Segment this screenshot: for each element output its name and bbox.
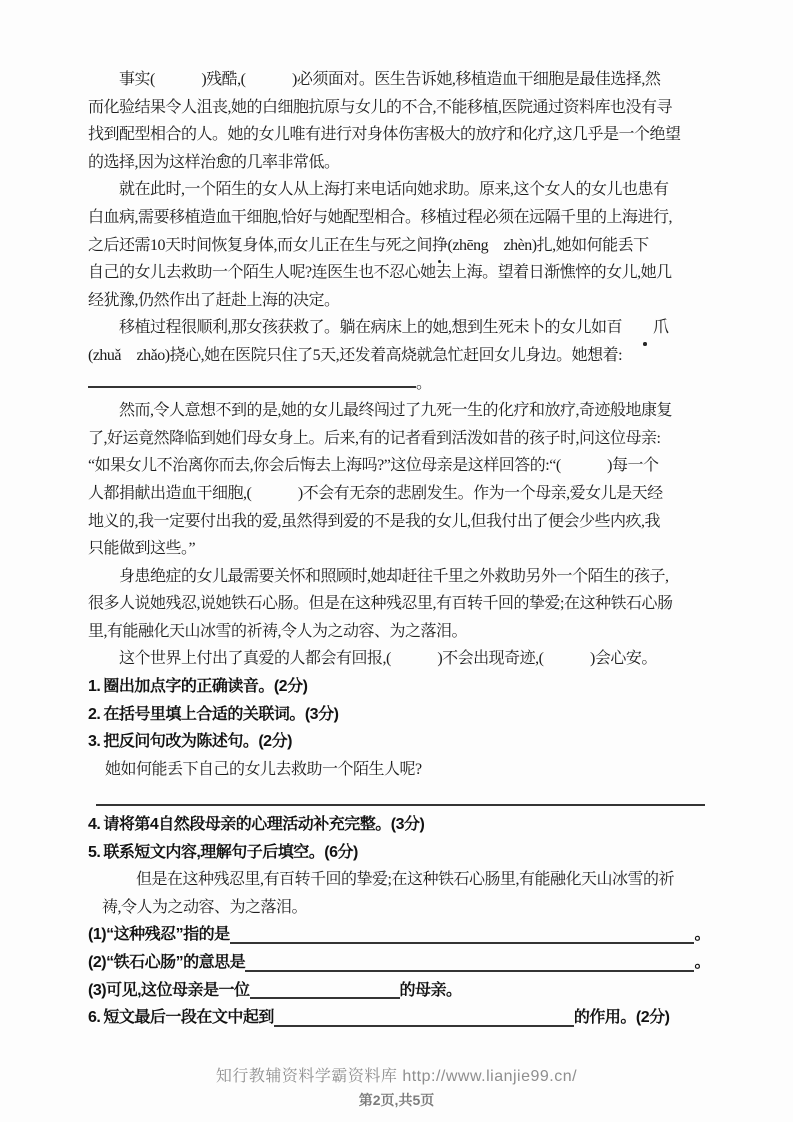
period: 。 — [416, 374, 432, 392]
question-5-quote-line: 但是在这种残忍里,有百转千回的挚爱;在这种铁石心肠里,有能融化天山冰雪的祈 — [136, 871, 674, 889]
passage-line: “如果女儿不治离你而去,你会后悔去上海吗?”这位母亲是这样回答的:“( )每一个 — [88, 457, 659, 475]
question-1 — [88, 673, 710, 701]
question-text: 把反问句改为陈述句。(2分) — [103, 733, 292, 751]
answer-blank — [250, 984, 400, 999]
answer-blank — [88, 373, 416, 388]
answer-blank — [274, 1012, 574, 1027]
passage-line: 而化验结果令人沮丧,她的白细胞抗原与女儿的不合,不能移植,医院通过资料库也没有寻 — [88, 98, 673, 116]
answer-blank — [245, 957, 694, 972]
answer-blank — [230, 929, 695, 944]
passage-line: 就在此时,一个陌生的女人从上海打来电话向她求助。原来,这个女人的女儿也患有 — [119, 181, 669, 199]
passage-text: 之后还需10天时间恢复身体,而女儿正在生与死之间 — [88, 236, 433, 254]
item-end: 的母亲。 — [399, 981, 462, 999]
question-4 — [88, 811, 710, 839]
question-3 — [88, 728, 710, 756]
item-text: “铁石心肠”的意思是 — [106, 954, 246, 971]
question-3-sentence: 她如何能丢下自己的女儿去救助一个陌生人呢? — [105, 760, 422, 778]
question-number: 4. — [88, 816, 101, 834]
question-text: 请将第4自然段母亲的心理活动补充完整。(3分) — [103, 816, 425, 834]
question-5 — [88, 839, 710, 867]
question-number: 5. — [88, 843, 101, 861]
text-column — [88, 66, 710, 1032]
item-end: 。 — [694, 954, 710, 971]
question-number: 2. — [88, 705, 101, 723]
question-2 — [88, 701, 710, 729]
item-label: (2) — [88, 954, 107, 971]
questions — [88, 673, 710, 1032]
passage-line: 只能做到这些。” — [88, 540, 196, 558]
passage-line: 人都捐献出造血干细胞,( )不会有无奈的悲剧发生。作为一个母亲,爱女儿是天经 — [88, 484, 663, 502]
question-text: 圈出加点字的正确读音。(2分) — [103, 678, 308, 696]
question-text-end: 的作用。(2分) — [573, 1009, 670, 1027]
passage-line: 了,好运竟然降临到她们母女身上。后来,有的记者看到活泼如昔的孩子时,问这位母亲: — [88, 429, 661, 447]
emphasized-char-zhua: 爪 — [622, 314, 669, 342]
question-3-answer-line — [88, 783, 710, 811]
question-5-item-2 — [88, 949, 710, 977]
question-number: 1. — [88, 678, 101, 696]
question-number: 3. — [88, 733, 101, 751]
passage-line: 找到配型相合的人。她的女儿唯有进行对身体伤害极大的放疗和化疗,这几乎是一个绝望 — [88, 126, 681, 144]
thought-blank-line — [88, 370, 710, 398]
question-text: 在括号里填上合适的关联词。(3分) — [103, 705, 339, 723]
page-number: 第2页,共5页 — [358, 1092, 435, 1108]
passage-text: 移植过程很顺利,那女孩获救了。躺在病床上的她,想到生死未卜的女儿如百 — [119, 319, 623, 337]
question-number: 6. — [88, 1009, 101, 1027]
passage-line: 身患绝症的女儿最需要关怀和照顾时,她却赶往千里之外救助另外一个陌生的孩子, — [119, 567, 669, 585]
page-footer — [0, 1063, 793, 1110]
question-5-item-3 — [88, 977, 710, 1005]
passage-line: 这个世界上付出了真爱的人都会有回报,( )不会出现奇迹,( )会心安。 — [119, 650, 657, 668]
passage-line — [88, 314, 710, 342]
passage-line: 的选择,因为这样治愈的几率非常低。 — [88, 153, 340, 171]
passage-line: 很多人说她残忍,说她铁石心肠。但是在这种残忍里,有百转千回的挚爱;在这种铁石心肠 — [88, 595, 673, 613]
item-end: 。 — [694, 926, 710, 944]
passage-line: 地义的,我一定要付出我的爱,虽然得到爱的不是我的女儿,但我付出了便会少些内疚,我 — [88, 512, 661, 530]
question-text: 联系短文内容,理解句子后填空。(6分) — [103, 843, 358, 861]
question-5-item-1 — [88, 921, 710, 949]
emphasized-char-zheng: 挣 — [432, 232, 448, 260]
item-text: “这种残忍”指的是 — [106, 926, 230, 944]
passage-line: 然而,令人意想不到的是,她的女儿最终闯过了九死一生的化疗和放疗,奇迹般地康复 — [119, 402, 673, 420]
passage-line: 白血病,需要移植造血干细胞,恰好与她配型相合。移植过程必须在远隔千里的上海进行, — [88, 208, 673, 226]
passage-line — [88, 232, 710, 260]
passage-line: 经犹豫,仍然作出了赶赴上海的决定。 — [88, 291, 340, 309]
passage-line: 事实( )残酷,( )必须面对。医生告诉她,移植造血干细胞是最佳选择,然 — [119, 71, 661, 88]
passage-line: 里,有能融化天山冰雪的祈祷,令人为之动容、为之落泪。 — [88, 622, 468, 640]
question-6 — [88, 1004, 710, 1032]
passage-line: 自己的女儿去救助一个陌生人呢?连医生也不忍心她去上海。望着日渐憔悴的女儿,她几 — [88, 264, 672, 282]
footer-source-url: 知行教辅资料学霸资料库 http://www.lianjie99.cn/ — [215, 1068, 578, 1085]
passage-line: (zhuǎ zhǎo)挠心,她在医院只住了5天,还发着高烧就急忙赶回女儿身边。她想着: — [88, 346, 623, 364]
passage — [88, 66, 710, 673]
passage-text: (zhēng zhèn)扎,她如何能丢下 — [447, 236, 649, 254]
item-label: (3) — [88, 981, 107, 999]
question-text: 短文最后一段在文中起到 — [103, 1009, 274, 1027]
item-text: 可见,这位母亲是一位 — [106, 981, 250, 999]
question-5-quote-line: 祷,令人为之动容、为之落泪。 — [102, 898, 308, 916]
answer-blank — [96, 804, 705, 806]
item-label: (1) — [88, 926, 107, 944]
